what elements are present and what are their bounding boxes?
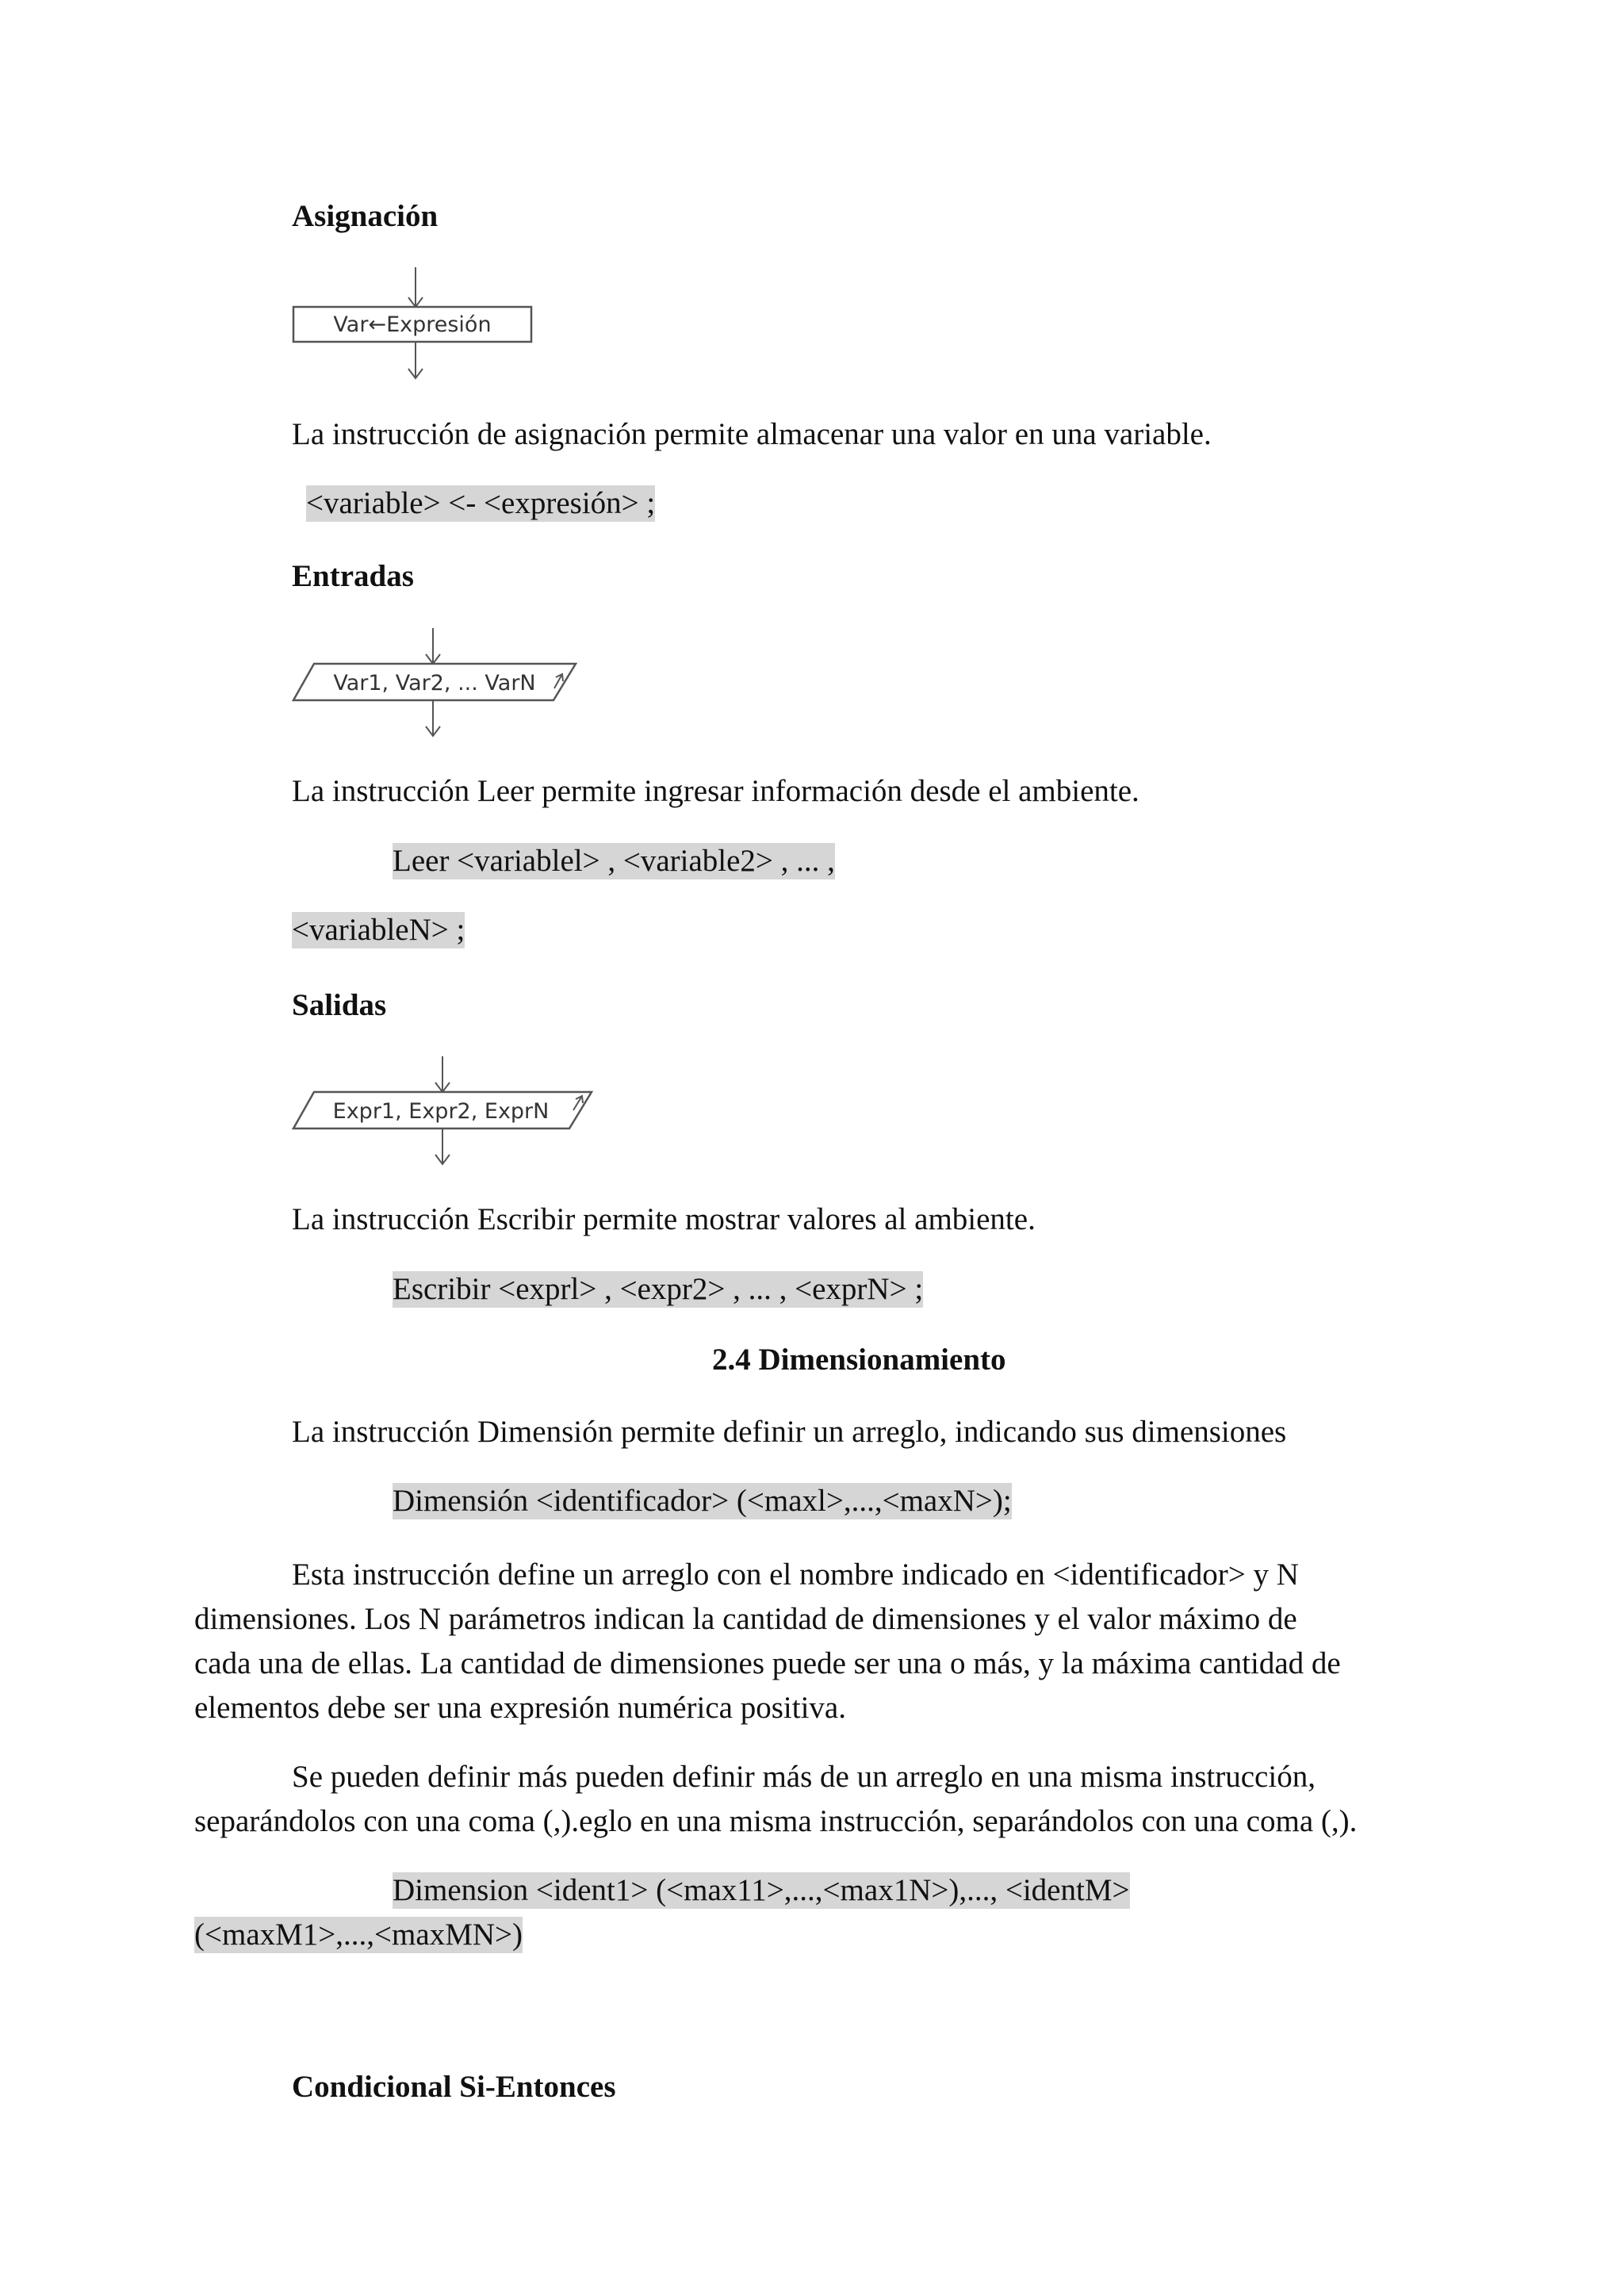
dimension-syntax2-line1: Dimension <ident1> (<max11>,...,<max1N>),..., <identM> bbox=[393, 1873, 1130, 1907]
output-box-label: Expr1, Expr2, ExprN bbox=[332, 1099, 550, 1124]
input-box-label: Var1, Var2, ... VarN bbox=[333, 671, 536, 695]
heading-salidas: Salidas bbox=[292, 988, 387, 1022]
dimension-description: La instrucción Dimensión permite definir un arreglo, indicando sus dimensiones bbox=[292, 1415, 1287, 1449]
heading-dimensionamiento: 2.4 Dimensionamiento bbox=[712, 1343, 1006, 1377]
heading-entradas: Entradas bbox=[292, 559, 414, 593]
assignment-description: La instrucción de asignación permite almacenar una valor en una variable. bbox=[292, 417, 1212, 451]
dimension-paragraph1-line1: Esta instrucción define un arreglo con el nombre indicado en <identificador> y N bbox=[292, 1557, 1299, 1592]
dimension-syntax2-line2: (<maxM1>,...,<maxMN>) bbox=[194, 1918, 523, 1952]
assignment-flow-diagram bbox=[292, 266, 538, 385]
dimension-paragraph1-line4: elementos debe ser una expresión numérica positiva. bbox=[194, 1691, 846, 1725]
output-syntax: Escribir <exprl> , <expr2> , ... , <exprN> ; bbox=[393, 1272, 924, 1306]
dimension-paragraph1-line3: cada una de ellas. La cantidad de dimensiones puede ser una o más, y la máxima cantidad de bbox=[194, 1646, 1341, 1680]
heading-asignacion: Asignación bbox=[292, 199, 439, 233]
output-description: La instrucción Escribir permite mostrar valores al ambiente. bbox=[292, 1202, 1036, 1236]
input-syntax-line1: Leer <variablel> , <variable2> , ... , bbox=[393, 844, 835, 878]
dimension-paragraph2-line1: Se pueden definir más pueden definir más de un arreglo en una misma instrucción, bbox=[292, 1760, 1316, 1794]
heading-condicional: Condicional Si-Entonces bbox=[292, 2070, 616, 2104]
input-flow-diagram bbox=[292, 626, 585, 745]
dimension-syntax: Dimensión <identificador> (<maxl>,...,<maxN>); bbox=[393, 1484, 1012, 1518]
input-description: La instrucción Leer permite ingresar información desde el ambiente. bbox=[292, 774, 1139, 808]
assignment-syntax: <variable> <- <expresión> ; bbox=[306, 486, 656, 520]
dimension-paragraph2-line2: separándolos con una coma (,).eglo en una misma instrucción, separándolos con una coma (,). bbox=[194, 1804, 1358, 1838]
assignment-box-label: Var←Expresión bbox=[333, 312, 492, 337]
dimension-paragraph1-line2: dimensiones. Los N parámetros indican la cantidad de dimensiones y el valor máximo de bbox=[194, 1602, 1297, 1636]
output-flow-diagram bbox=[292, 1055, 601, 1174]
input-syntax-line2: <variableN> ; bbox=[292, 913, 465, 947]
